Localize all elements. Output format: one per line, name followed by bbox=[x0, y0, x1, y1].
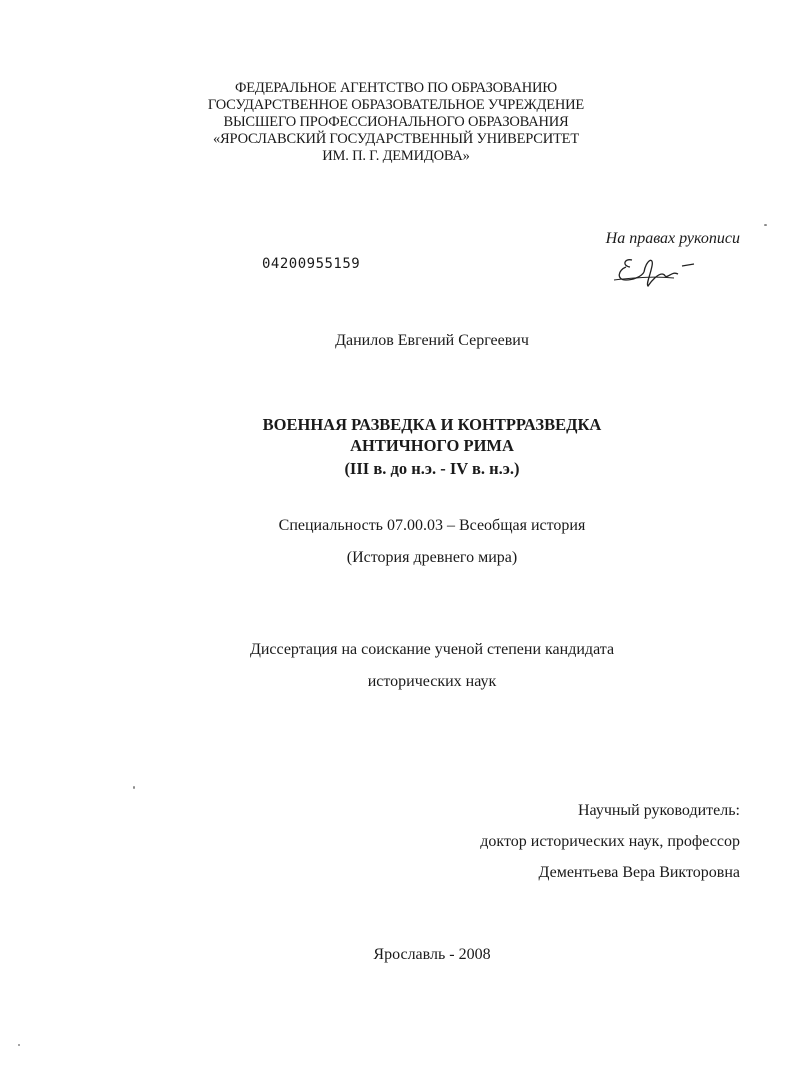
manuscript-rights-note: На правах рукописи bbox=[605, 230, 740, 247]
institution-header bbox=[0, 80, 792, 165]
degree-statement: Диссертация на соискание ученой степени кандидата bbox=[249, 641, 615, 658]
specialty-subfield: (История древнего мира) bbox=[346, 549, 518, 566]
institution-line-level: ВЫСШЕГО ПРОФЕССИОНАЛЬНОГО ОБРАЗОВАНИЯ bbox=[223, 114, 569, 130]
scan-speck bbox=[133, 786, 135, 789]
signature-icon bbox=[612, 250, 702, 290]
registry-number: 04200955159 bbox=[262, 256, 361, 272]
dissertation-title bbox=[0, 414, 792, 482]
institution-line-university: «ЯРОСЛАВСКИЙ ГОСУДАРСТВЕННЫЙ УНИВЕРСИТЕТ bbox=[213, 131, 579, 147]
title-line-1: ВОЕННАЯ РАЗВЕДКА И КОНТРРАЗВЕДКА bbox=[262, 415, 602, 434]
author-name: Данилов Евгений Сергеевич bbox=[335, 332, 529, 349]
title-line-2: АНТИЧНОГО РИМА bbox=[350, 436, 514, 455]
supervisor-title: доктор исторических наук, профессор bbox=[480, 833, 740, 850]
title-period: (III в. до н.э. - IV в. н.э.) bbox=[344, 459, 520, 478]
specialty-line: Специальность 07.00.03 – Всеобщая история bbox=[278, 517, 586, 534]
institution-line-type: ГОСУДАРСТВЕННОЕ ОБРАЗОВАТЕЛЬНОЕ УЧРЕЖДЕНИЕ bbox=[207, 97, 585, 113]
scan-speck bbox=[18, 1044, 20, 1046]
institution-line-named-after: ИМ. П. Г. ДЕМИДОВА» bbox=[322, 148, 470, 164]
supervisor-heading: Научный руководитель: bbox=[577, 802, 740, 819]
institution-line-agency: ФЕДЕРАЛЬНОЕ АГЕНТСТВО ПО ОБРАЗОВАНИЮ bbox=[235, 80, 557, 96]
degree-field: исторических наук bbox=[367, 673, 497, 690]
supervisor-block bbox=[480, 795, 740, 888]
supervisor-name: Дементьева Вера Викторовна bbox=[538, 864, 740, 881]
place-and-year: Ярославль - 2008 bbox=[373, 946, 491, 963]
scan-speck bbox=[764, 224, 767, 226]
